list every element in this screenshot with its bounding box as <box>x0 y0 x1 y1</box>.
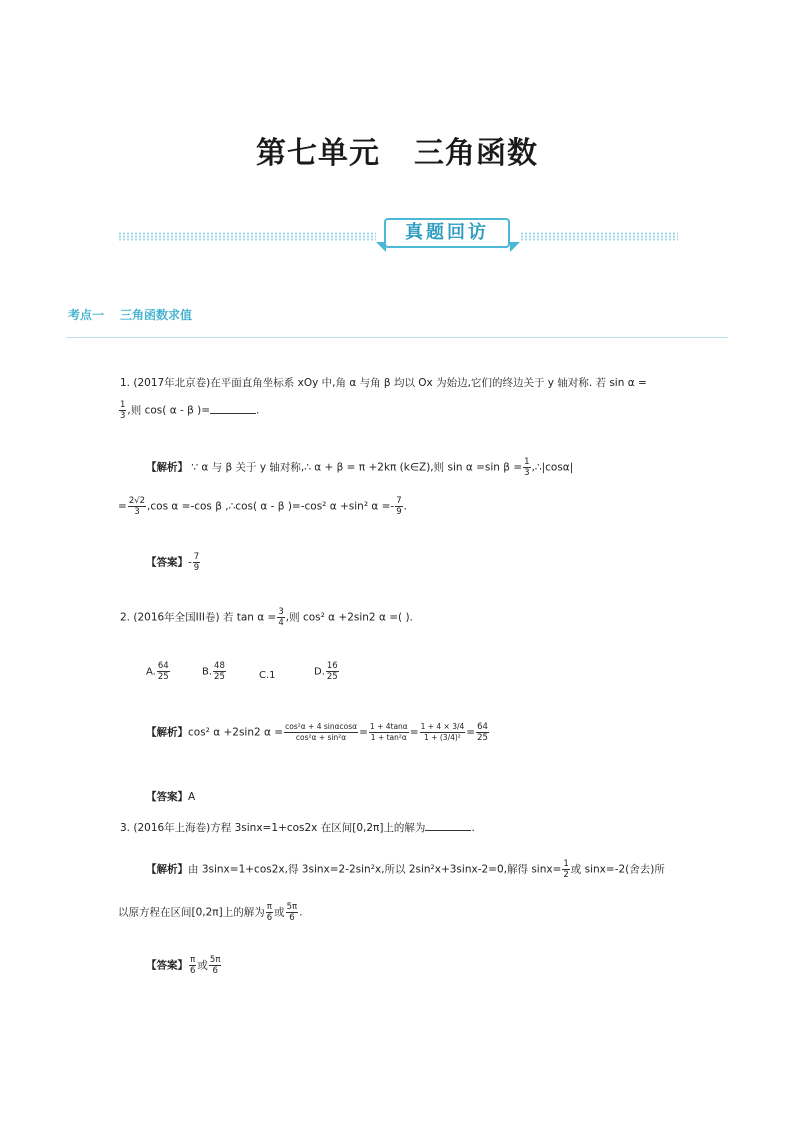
q3-jiexi-label: 【解析】 <box>146 863 188 876</box>
q3-answer: 【答案】 $\frac{\pi}{6}$ 或 $\frac{5\pi}{6}$ <box>146 955 221 976</box>
q1-fraction: $\frac{1}{3}$ <box>120 400 126 421</box>
q2-answer: 【答案】A <box>146 791 196 803</box>
section-label: 考点一 <box>68 308 105 322</box>
q2-option-c[interactable]: C.1 <box>259 670 276 681</box>
banner-dotted-left <box>118 232 376 241</box>
title-part2: 三角函数 <box>414 136 538 171</box>
q1-stem-line1: 1. (2017年北京卷)在平面直角坐标系 xOy 中,角 α 与角 β 均以 Ox 为始边,它们的终边关于 y 轴对称. 若 sin α = <box>120 377 647 389</box>
page-title <box>0 128 794 172</box>
banner <box>376 216 520 252</box>
title-part1: 第七单元 <box>256 136 380 171</box>
q1-answer-label: 【答案】 <box>146 556 188 569</box>
q1-jiexi-label: 【解析】 <box>146 461 188 474</box>
q2-option-d[interactable]: D. $\frac{16}{25}$ <box>314 661 338 682</box>
q1-jiexi-line2: = $\frac{2√2}{3}$ ,cos α =-cos β ,∴cos( α - β )=-cos² α +sin² α =- $\frac{7}{9}$ . <box>118 496 407 517</box>
q2-stem: 2. (2016年全国III卷) 若 tan α = $\frac{3}{4}$ ,则 cos² α +2sin2 α =( ). <box>120 607 413 628</box>
q3-answer-blank <box>425 821 471 831</box>
q2-answer-label: 【答案】 <box>146 791 188 803</box>
q1-stem-line2: $\frac{1}{3}$ ,则 cos( α - β )= . <box>120 400 260 421</box>
banner-label: 真题回访 <box>384 218 510 248</box>
q3-stem: 3. (2016年上海卷)方程 3sinx=1+cos2x 在区间[0,2π]上的解为 . <box>120 822 475 834</box>
q1-answer-blank <box>210 404 256 414</box>
q3-answer-label: 【答案】 <box>146 959 188 972</box>
section-heading <box>68 306 192 323</box>
q2-option-b[interactable]: B. $\frac{48}{25}$ <box>202 661 225 682</box>
q2-option-a[interactable]: A. $\frac{64}{25}$ <box>146 661 169 682</box>
banner-right-tab <box>510 242 520 252</box>
q3-jiexi-line2: 以原方程在区间[0,2π]上的解为 $\frac{\pi}{6}$ 或 $\frac{5\pi}{6}$ . <box>118 902 303 923</box>
section-divider <box>66 337 728 338</box>
q1-jiexi-line1: 【解析】 ∵ α 与 β 关于 y 轴对称,∴ α + β = π +2kπ (k∈Z),则 sin α =sin β = $\frac{1}{3}$ ,∴|cosα| <box>146 457 574 478</box>
q2-jiexi-label: 【解析】 <box>146 726 188 739</box>
banner-dotted-right <box>520 232 678 241</box>
q2-jiexi: 【解析】cos² α +2sin2 α = $\frac{\text{cos²α + 4 sinαcosα}}{\text{cos²α + sin²α}}$ = $\frac{1 + 4\tan\alpha}{\text{1 + tan²α}}$ = $\frac{1 + 4 \times 3/4}{\text{1 + (3/4)²}}$ = $\frac{64}{25}$ <box>146 722 488 743</box>
section-name: 三角函数求值 <box>120 308 193 322</box>
q1-answer: 【答案】- $\frac{7}{9}$ <box>146 552 200 573</box>
q3-jiexi-line1: 【解析】由 3sinx=1+cos2x,得 3sinx=2-2sin²x,所以 2sin²x+3sinx-2=0,解得 sinx= $\frac{1}{2}$ 或 sinx=-2(舍去)所 <box>146 859 665 880</box>
